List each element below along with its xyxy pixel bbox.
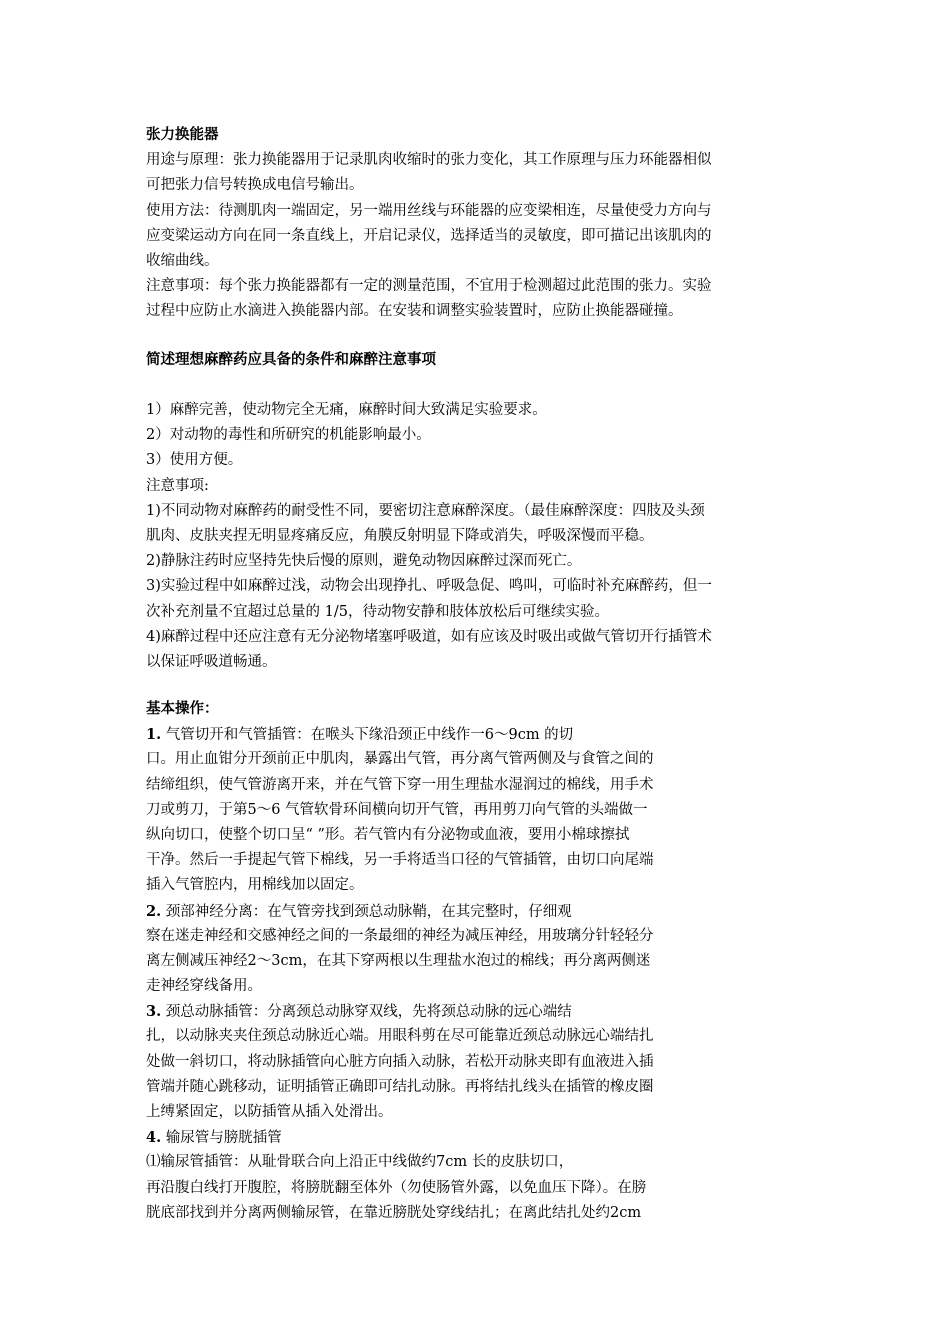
paragraph-line: 用途与原理：张力换能器用于记录肌肉收缩时的张力变化，其工作原理与压力环能器相似 <box>146 152 712 169</box>
paragraph-line: 插入气管腔内，用棉线加以固定。 <box>146 877 364 894</box>
paragraph-line: ⑴输尿管插管：从耻骨联合向上沿正中线做约7cm 长的皮肤切口， <box>146 1154 574 1171</box>
paragraph-line: 使用方法：待测肌肉一端固定，另一端用丝线与环能器的应变梁相连，尽量使受力方向与 <box>146 202 712 219</box>
item-carotid <box>146 999 746 1024</box>
paragraph-line: 结缔组织，使气管游离开来，并在气管下穿一用生理盐水湿润过的棉线，用手术 <box>146 776 654 793</box>
paragraph-line: 察在迷走神经和交感神经之间的一条最细的神经为减压神经，用玻璃分针轻轻分 <box>146 927 654 944</box>
paragraph-line: 应变梁运动方向在同一条直线上，开启记录仪，选择适当的灵敏度，即可描记出该肌肉的 <box>146 227 712 244</box>
paragraph-line: 可把张力信号转换成电信号输出。 <box>146 177 364 194</box>
paragraph-line: 以保证呼吸道畅通。 <box>146 653 277 670</box>
paragraph-line: 注意事项: <box>146 477 209 494</box>
paragraph-line: 纵向切口，使整个切口呈“ ”形。若气管内有分泌物或血液，要用小棉球擦拭 <box>146 826 630 843</box>
paragraph-line: 干净。然后一手提起气管下棉线，另一手将适当口径的气管插管，由切口向尾端 <box>146 852 654 869</box>
paragraph-line: 离左侧减压神经2～3cm，在其下穿两根以生理盐水泡过的棉线；再分离两侧迷 <box>146 952 651 969</box>
item-text: 气管切开和气管插管：在喉头下缘沿颈正中线作一6～9cm 的切 <box>161 727 574 744</box>
paragraph-line: 上缚紧固定，以防插管从插入处滑出。 <box>146 1104 393 1120</box>
section-title: 基本操作： <box>146 701 219 717</box>
list-item: 1）麻醉完善，使动物完全无痛，麻醉时间大致满足实验要求。 <box>146 402 547 418</box>
item-ureter-bladder <box>146 1125 746 1150</box>
item-number: 3. <box>146 1003 162 1021</box>
item-number: 2. <box>146 902 162 920</box>
paragraph-line: 胱底部找到并分离两侧输尿管，在靠近膀胱处穿线结扎；在离此结扎处约2cm <box>146 1204 642 1221</box>
paragraph-line: 次补充剂量不宜超过总量的 1/5，待动物安静和肢体放松后可继续实验。 <box>146 603 609 620</box>
paragraph-line: 口。用止血钳分开颈前正中肌肉，暴露出气管，再分离气管两侧及与食管之间的 <box>146 751 654 768</box>
item-number: 4. <box>146 1129 162 1147</box>
paragraph-line: 注意事项：每个张力换能器都有一定的测量范围，不宜用于检测超过此范围的张力。实验 <box>146 278 712 295</box>
item-text: 颈总动脉插管：分离颈总动脉穿双线，先将颈总动脉的远心端结 <box>161 1004 572 1021</box>
section-title: 张力换能器 <box>146 127 219 143</box>
section-basic-operations <box>146 697 746 1226</box>
item-text: 输尿管与膀胱插管 <box>161 1130 282 1147</box>
paragraph-line: 过程中应防止水滴进入换能器内部。在安装和调整实验装置时，应防止换能器碰撞。 <box>146 303 683 320</box>
paragraph-line: 刀或剪刀，于第5～6 气管软骨环间横向切开气管，再用剪刀向气管的头端做一 <box>146 801 648 818</box>
item-text: 颈部神经分离：在气管旁找到颈总动脉鞘，在其完整时，仔细观 <box>161 903 572 920</box>
paragraph-line: 扎，以动脉夹夹住颈总动脉近心端。用眼科剪在尽可能靠近颈总动脉远心端结扎 <box>146 1028 654 1045</box>
paragraph-line: 走神经穿线备用。 <box>146 978 262 995</box>
item-number: 1. <box>146 726 162 744</box>
list-item: 2）对动物的毒性和所研究的机能影响最小。 <box>146 427 431 444</box>
section-anesthesia-body <box>146 398 814 675</box>
paragraph-line: 肌肉、皮肤夹捏无明显疼痛反应，角膜反射明显下降或消失，呼吸深慢而平稳。 <box>146 527 654 544</box>
section-title: 简述理想麻醉药应具备的条件和麻醉注意事项 <box>146 352 436 368</box>
section-tension-transducer <box>146 123 814 325</box>
item-tracheotomy <box>146 722 746 747</box>
section-anesthesia <box>146 348 814 373</box>
paragraph-line: 收缩曲线。 <box>146 252 219 269</box>
list-item: 3）使用方便。 <box>146 452 243 469</box>
paragraph-line: 再沿腹白线打开腹腔，将膀胱翻至体外（勿使肠管外露，以免血压下降）。在膀 <box>146 1179 647 1196</box>
paragraph-line: 4)麻醉过程中还应注意有无分泌物堵塞呼吸道，如有应该及时吸出或做气管切开行插管术 <box>146 628 712 645</box>
paragraph-line: 处做一斜切口，将动脉插管向心脏方向插入动脉，若松开动脉夹即有血液进入插 <box>146 1053 654 1070</box>
paragraph-line: 1)不同动物对麻醉药的耐受性不同，要密切注意麻醉深度。（最佳麻醉深度：四肢及头颈 <box>146 502 705 519</box>
paragraph-line: 2)静脉注药时应坚持先快后慢的原则，避免动物因麻醉过深而死亡。 <box>146 553 582 570</box>
paragraph-line: 管端并随心跳移动，证明插管正确即可结扎动脉。再将结扎线头在插管的橡皮圈 <box>146 1078 654 1095</box>
paragraph-line: 3)实验过程中如麻醉过浅，动物会出现挣扎、呼吸急促、鸣叫，可临时补充麻醉药，但一 <box>146 578 712 595</box>
item-neck-nerve <box>146 899 746 924</box>
